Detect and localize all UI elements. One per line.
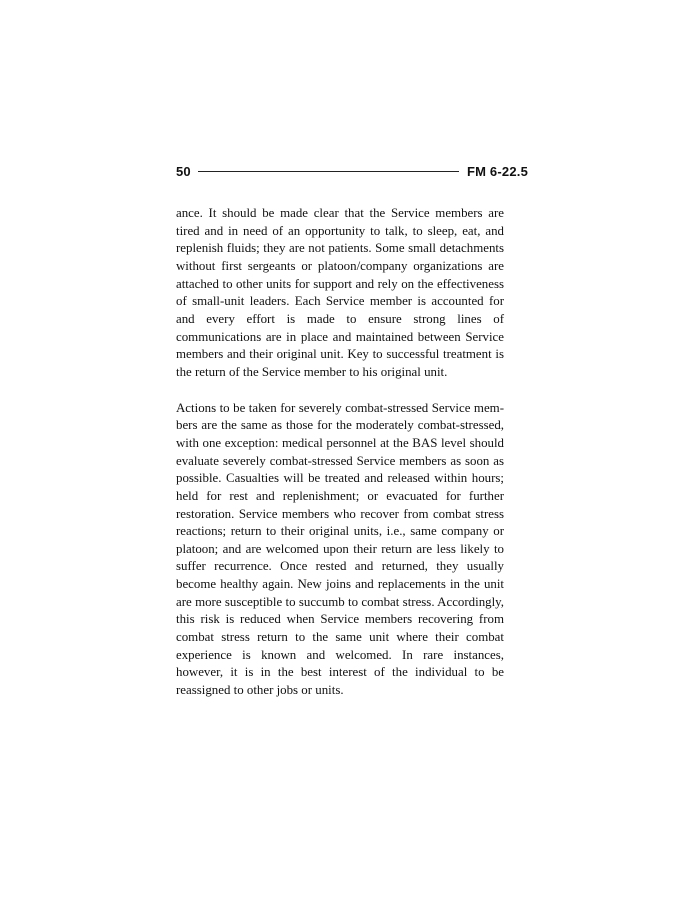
- paragraph-severe-stress: Actions to be taken for severely combat-stressed Service members are the same as those for the moderately combat-stressed, with one exception: medical personnel at the BAS level should evaluate severely combat-stressed Service members as soon as possible. Casualties will be treated and released within hours; held for rest and replenishment; or evacuated for further restoration. Service members who recover from combat stress reactions; return to their original units, i.e., same company or platoon; and are welcomed upon their return are less likely to suffer recurrence. Once rested and returned, they usually become healthy again. New joins and replacements in the unit are more susceptible to succumb to combat stress. Accordingly, this risk is reduced when Service members recovering from combat stress return to the same unit where their combat experience is known and welcomed. In rare instances, however, it is in the best interest of the individual to be reassigned to other jobs or units.: [176, 400, 504, 698]
- paragraph-continued: ance. It should be made clear that the Service members are tired and in need of an opportunity to talk, to sleep, eat, and replenish fluids; they are not patients. Some small detachments without first sergeants or platoon/company organizations are attached to other units for support and rely on the effectiveness of small-unit leaders. Each Service member is accounted for and every effort is made to ensure strong lines of communications are in place and maintained between Service members and their original unit. Key to successful treatment is the return of the Service member to his original unit.: [176, 206, 504, 379]
- page-number: 50: [176, 163, 191, 179]
- body-text: [176, 205, 504, 700]
- running-header: [176, 160, 528, 182]
- document-id: FM 6-22.5: [466, 163, 528, 179]
- header-rule: [198, 171, 459, 172]
